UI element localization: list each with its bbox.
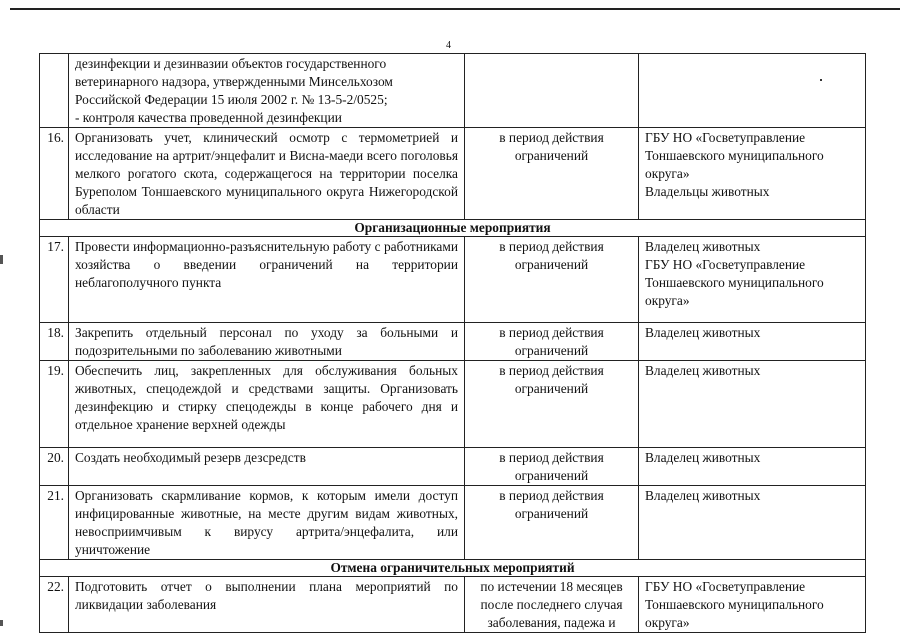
- row-number: 18.: [40, 323, 69, 361]
- section-header-row: [40, 220, 866, 237]
- scan-mark: [0, 255, 3, 264]
- row-responsible: Владелец животных ГБУ НО «Госветуправление Тоншаевского муниципального округа»: [639, 237, 866, 323]
- row-responsible: Владелец животных: [639, 486, 866, 560]
- scan-mark: [0, 620, 3, 626]
- table-row: [40, 128, 866, 220]
- row-description: Обеспечить лиц, закрепленных для обслуживания больных животных, спецодеждой и средствами защиты. Организовать дезинфекцию и стирку спецодежды в конце рабочего дня и отдельное хранение верхней одежды: [69, 361, 465, 448]
- row-period: в период действия ограничений: [465, 486, 639, 560]
- row-period: в период действия ограничений: [465, 361, 639, 448]
- row-number: 19.: [40, 361, 69, 448]
- row-description: Организовать скармливание кормов, к которым имели доступ инфицированные животные, на месте другим видам животных, невосприимчивым к вирусу артрита/энцефалита, или уничтожение: [69, 486, 465, 560]
- row-description: Закрепить отдельный персонал по уходу за больными и подозрительными по заболеванию животными: [69, 323, 465, 361]
- row-responsible: Владелец животных: [639, 361, 866, 448]
- row-number: 16.: [40, 128, 69, 220]
- row-description: Организовать учет, клинический осмотр с термометрией и исследование на артрит/энцефалит и Висна-маеди всего поголовья мелкого рогатого скота, содержащегося на территории поселка Буреполом Тоншаевского муниципального округа Нижегородской области: [69, 128, 465, 220]
- row-responsible: Владелец животных: [639, 323, 866, 361]
- table-row: [40, 54, 866, 128]
- row-period: в период действия ограничений: [465, 128, 639, 220]
- row-period: [465, 54, 639, 128]
- row-period: в период действия ограничений: [465, 323, 639, 361]
- row-number: 17.: [40, 237, 69, 323]
- row-number: 21.: [40, 486, 69, 560]
- row-number: 20.: [40, 448, 69, 486]
- row-description: Подготовить отчет о выполнении плана мероприятий по ликвидации заболевания: [69, 577, 465, 633]
- table-row: [40, 237, 866, 323]
- row-number: [40, 54, 69, 128]
- row-description: Создать необходимый резерв дезсредств: [69, 448, 465, 486]
- table-row: [40, 361, 866, 448]
- row-description: Провести информационно-разъяснительную работу с работниками хозяйства о введении ограничений на территории неблагополучного пункта: [69, 237, 465, 323]
- row-period: в период действия ограничений: [465, 237, 639, 323]
- row-responsible: ГБУ НО «Госветуправление Тоншаевского муниципального округа»: [639, 577, 866, 633]
- row-number: 22.: [40, 577, 69, 633]
- top-rule: [10, 8, 900, 10]
- table-row: [40, 486, 866, 560]
- row-period: по истечении 18 месяцев после последнего случая заболевания, падежа и: [465, 577, 639, 633]
- row-period: в период действия ограничений: [465, 448, 639, 486]
- table-row: [40, 448, 866, 486]
- measures-table: [39, 53, 866, 633]
- section-title: Отмена ограничительных мероприятий: [40, 560, 866, 577]
- section-title: Организационные мероприятия: [40, 220, 866, 237]
- row-responsible: Владелец животных: [639, 448, 866, 486]
- row-description: дезинфекции и дезинвазии объектов государственного ветеринарного надзора, утвержденными Минсельхозом Российской Федерации 15 июля 2002 г. № 13-5-2/0525; - контроля качества проведенной дезинфекции: [69, 54, 465, 128]
- table-row: [40, 577, 866, 633]
- page-number: 4: [446, 40, 451, 51]
- row-responsible: ГБУ НО «Госветуправление Тоншаевского муниципального округа» Владельцы животных: [639, 128, 866, 220]
- row-responsible: [639, 54, 866, 128]
- table-row: [40, 323, 866, 361]
- section-header-row: [40, 560, 866, 577]
